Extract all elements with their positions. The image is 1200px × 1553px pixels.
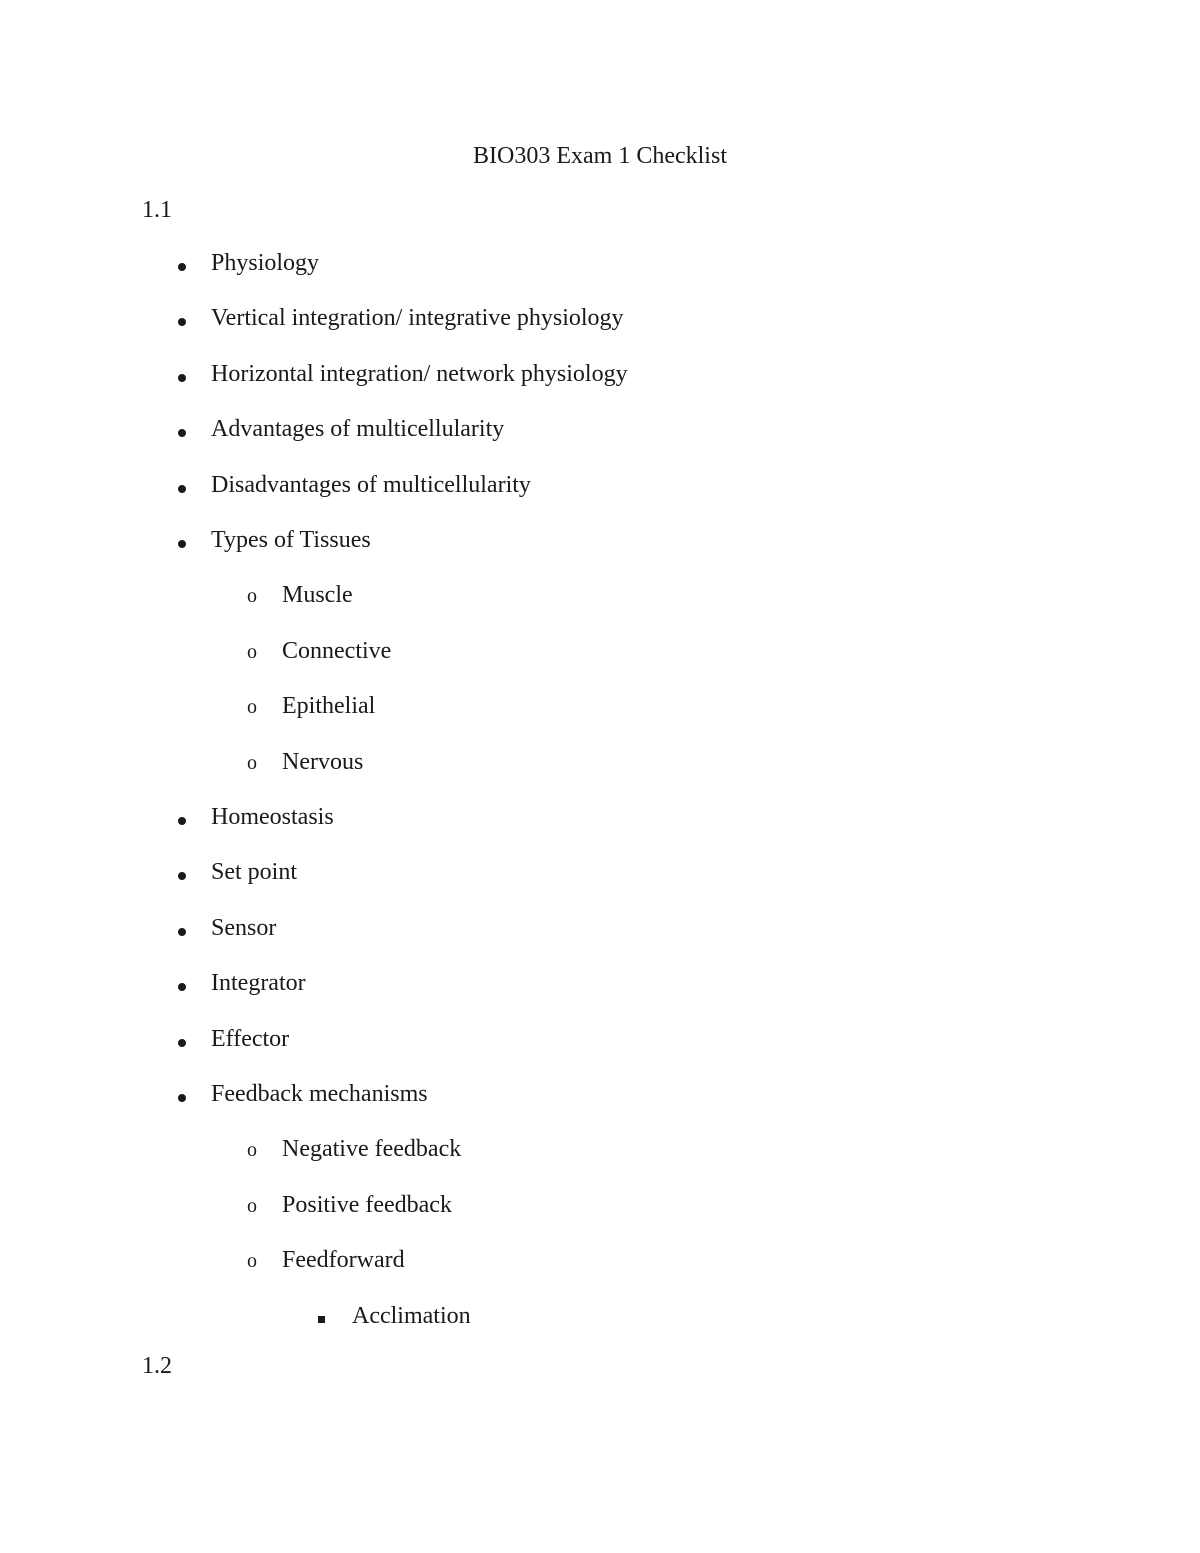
document-title: BIO303 Exam 1 Checklist xyxy=(473,143,727,169)
list-item-text: Epithelial xyxy=(282,693,376,720)
list-item-text: Homeostasis xyxy=(211,804,334,830)
bullet-disc-icon xyxy=(178,263,186,271)
bullet-square-icon xyxy=(318,1316,325,1323)
list-item-text: Feedforward xyxy=(282,1247,405,1274)
bullet-disc-icon xyxy=(178,374,186,382)
list-item-text: Negative feedback xyxy=(282,1136,462,1163)
bullet-circle-icon: o xyxy=(247,585,257,608)
bullet-circle-icon: o xyxy=(247,696,257,719)
list-item-text: Feedback mechanisms xyxy=(211,1081,428,1107)
bullet-disc-icon xyxy=(178,817,186,825)
list-item-text: Advantages of multicellularity xyxy=(211,416,505,443)
list-item-text: Effector xyxy=(211,1025,290,1052)
bullet-disc-icon xyxy=(178,983,186,991)
list-item-text: Set point xyxy=(211,859,298,886)
bullet-disc-icon xyxy=(178,540,186,548)
list-item-text: Sensor xyxy=(211,914,277,941)
bullet-circle-icon: o xyxy=(247,751,257,774)
list-item-text: Physiology xyxy=(211,250,320,276)
list-item-text: Muscle xyxy=(282,582,353,609)
list-item-text: Positive feedback xyxy=(282,1191,452,1218)
bullet-disc-icon xyxy=(178,318,186,326)
bullet-circle-icon: o xyxy=(247,640,257,663)
bullet-circle-icon: o xyxy=(247,1250,257,1273)
section-number: 1.1 xyxy=(142,197,172,223)
list-item-text: Acclimation xyxy=(352,1302,471,1329)
bullet-circle-icon: o xyxy=(247,1139,257,1162)
bullet-disc-icon xyxy=(178,1039,186,1047)
list-item-text: Types of Tissues xyxy=(211,527,371,553)
bullet-disc-icon xyxy=(178,928,186,936)
bullet-disc-icon xyxy=(178,1094,186,1102)
list-item-text: Disadvantages of multicellularity xyxy=(211,471,531,498)
list-item-text: Horizontal integration/ network physiology xyxy=(211,360,628,387)
bullet-disc-icon xyxy=(178,429,186,437)
bullet-disc-icon xyxy=(178,872,186,880)
bullet-circle-icon: o xyxy=(247,1194,257,1217)
list-item-text: Integrator xyxy=(211,970,306,997)
bullet-disc-icon xyxy=(178,485,186,493)
section-number: 1.2 xyxy=(142,1353,172,1379)
list-item-text: Nervous xyxy=(282,748,364,775)
list-item-text: Vertical integration/ integrative physiology xyxy=(211,305,624,332)
list-item-text: Connective xyxy=(282,637,392,664)
